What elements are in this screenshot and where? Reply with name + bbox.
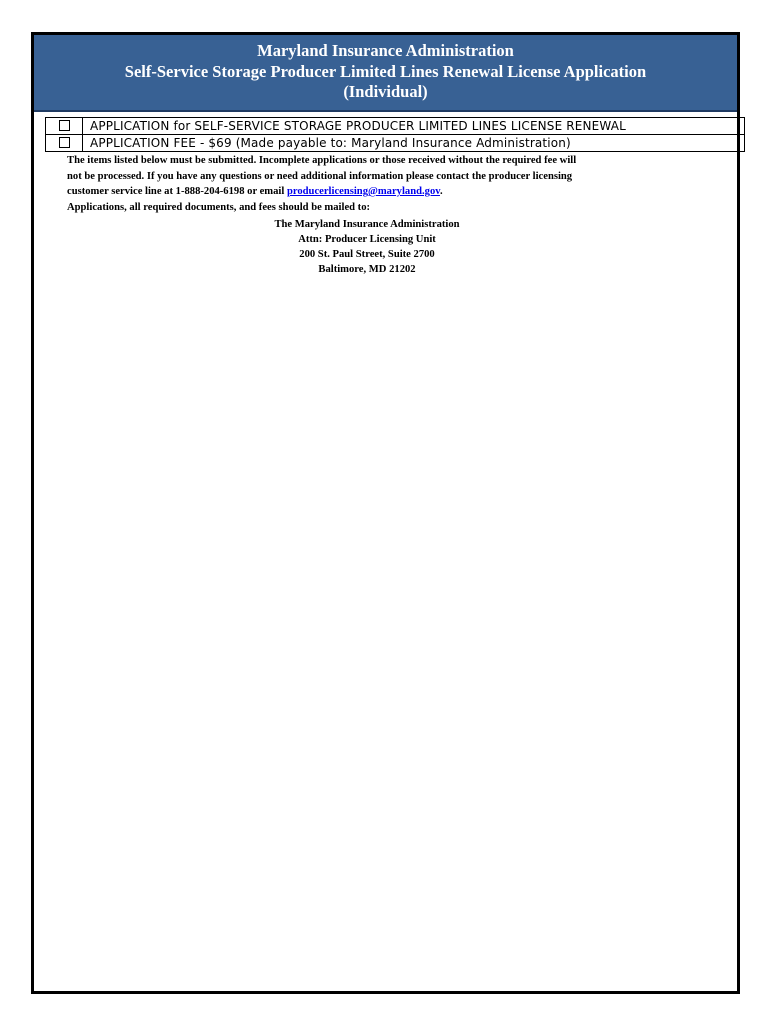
address-city: Baltimore, MD 21202 [318, 264, 416, 275]
submission-checklist [45, 117, 745, 152]
instructions-line: The items listed below must be submitted. Incomplete applications or those received without the required fee will [67, 155, 577, 166]
instructions-line: Applications, all required documents, and fees should be mailed to: [67, 201, 371, 213]
address-name: The Maryland Insurance Administration [274, 219, 460, 230]
instructions-paragraph [67, 153, 707, 215]
checklist-row [46, 118, 745, 135]
email-link[interactable]: producerlicensing@maryland.gov [286, 186, 440, 197]
checklist-row [46, 135, 745, 152]
contact-text: customer service line at 1-888-204-6198 or email [67, 186, 287, 197]
fee-checkbox[interactable] [59, 137, 70, 148]
application-checkbox[interactable] [59, 120, 70, 131]
address-street: 200 St. Paul Street, Suite 2700 [299, 249, 435, 260]
contact-text-suffix: . [439, 186, 443, 197]
instructions-line: not be processed. If you have any questions or need additional information please contact the producer licensing [67, 170, 573, 182]
address-attn: Attn: Producer Licensing Unit [298, 234, 436, 245]
instructions-line-contact [67, 184, 707, 200]
checklist-item-label: APPLICATION FEE - $69 (Made payable to: Maryland Insurance Administration) [83, 135, 745, 152]
header-title-agency: Maryland Insurance Administration [257, 41, 514, 60]
mailing-address [67, 217, 667, 277]
checkbox-cell [46, 118, 83, 135]
checklist-item-label: APPLICATION for SELF-SERVICE STORAGE PRODUCER LIMITED LINES LICENSE RENEWAL [83, 118, 745, 135]
header-title-type: (Individual) [343, 82, 428, 101]
header-title-form: Self-Service Storage Producer Limited Lines Renewal License Application [124, 61, 647, 81]
checkbox-cell [46, 135, 83, 152]
header-banner [34, 35, 737, 112]
